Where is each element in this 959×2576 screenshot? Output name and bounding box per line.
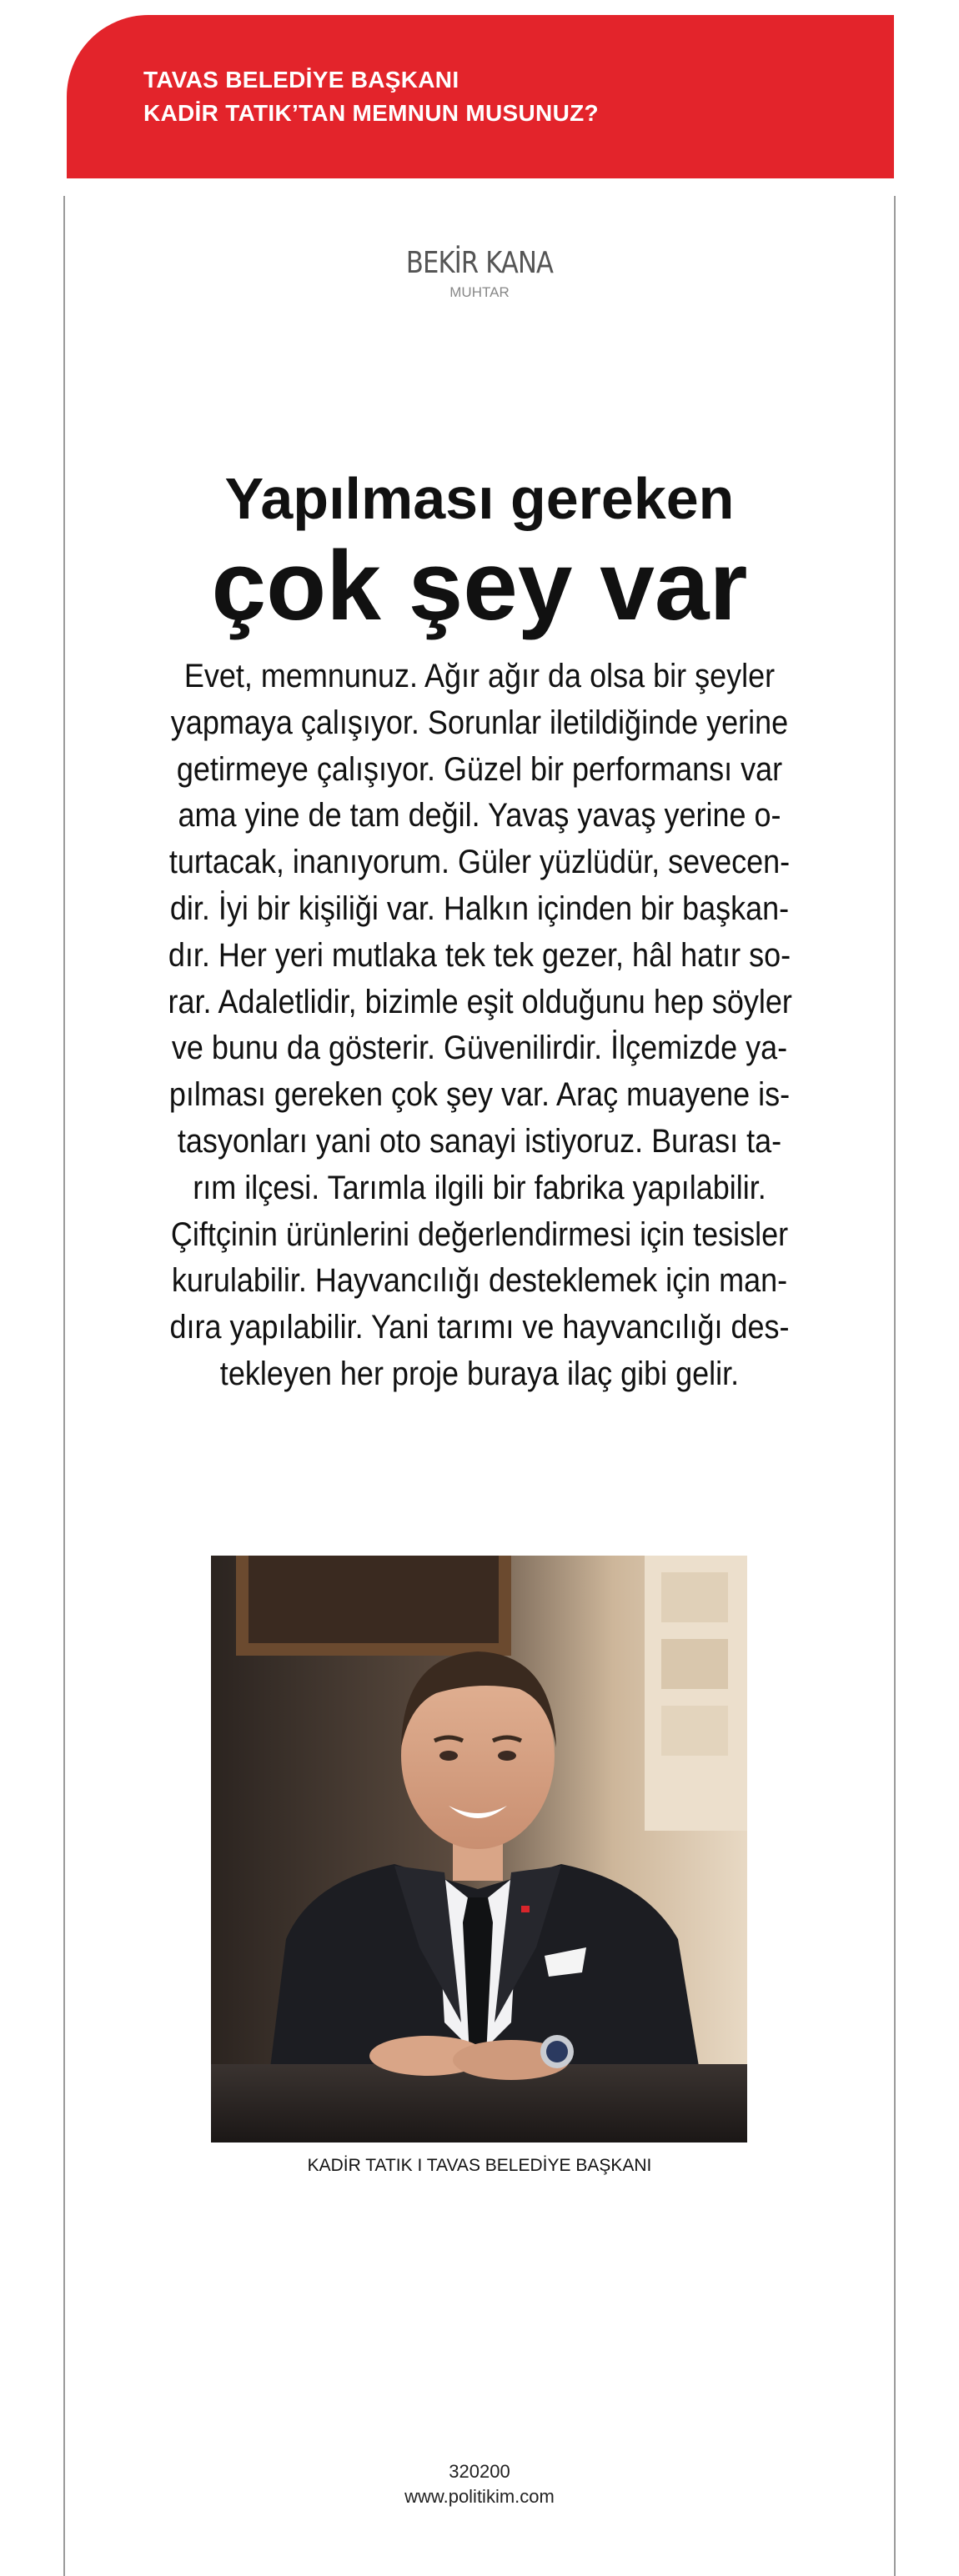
- body-line: rım ilçesi. Tarımla ilgili bir fabrika yapılabilir.: [193, 1169, 766, 1206]
- banner-title-line-2: KADİR TATIK’TAN MEMNUN MUSUNUZ?: [143, 100, 599, 126]
- body-line: dır. Her yeri mutlaka tek tek gezer, hâl hatır so-: [168, 936, 791, 974]
- banner-title-line-1: TAVAS BELEDİYE BAŞKANI: [143, 67, 459, 93]
- page-footer: [0, 2459, 959, 2509]
- body-line: dıra yapılabilir. Yani tarımı ve hayvancılığı des-: [169, 1309, 790, 1346]
- question-banner: [67, 15, 894, 178]
- body-line: tasyonları yani oto sanayi istiyoruz. Burası ta-: [177, 1122, 782, 1160]
- body-line: pılması gereken çok şey var. Araç muayene is-: [168, 1076, 791, 1114]
- body-line: tekleyen her proje buraya ilaç gibi gelir.: [219, 1355, 740, 1392]
- mayor-photo: [211, 1556, 747, 2142]
- body-line: turtacak, inanıyorum. Güler yüzlüdür, sevecen-: [168, 844, 791, 881]
- body-line: getirmeye çalışıyor. Güzel bir performansı var: [176, 750, 783, 788]
- footer-website[interactable]: www.politikim.com: [404, 2486, 555, 2507]
- body-line: yapmaya çalışıyor. Sorunlar iletildiğinde yerine: [170, 704, 789, 741]
- body-line: Evet, memnunuz. Ağır ağır da olsa bir şeyler: [183, 658, 776, 694]
- footer-code: 320200: [449, 2461, 510, 2482]
- body-line: Çiftçinin ürünlerini değerlendirmesi için tesisler: [170, 1215, 789, 1253]
- headline-line-2: çok şey var: [211, 531, 748, 641]
- body-line: ve bunu da gösterir. Güvenilirdir. İlçemizde ya-: [171, 1030, 788, 1067]
- author-block: [0, 243, 959, 302]
- article-body: [133, 654, 826, 1398]
- author-role: MUHTAR: [449, 284, 510, 300]
- body-line: rar. Adaletlidir, bizimle eşit olduğunu hep söyler: [168, 983, 792, 1020]
- author-name: BEKİR KANA: [405, 246, 554, 280]
- body-line: ama yine de tam değil. Yavaş yavaş yerine o-: [178, 797, 781, 834]
- body-line: kurulabilir. Hayvancılığı desteklemek için man-: [171, 1262, 788, 1300]
- photo-caption: KADİR TATIK I TAVAS BELEDİYE BAŞKANI: [307, 2156, 652, 2175]
- body-line: dir. İyi bir kişiliği var. Halkın içinden bir başkan-: [169, 890, 790, 927]
- headline-line-1: Yapılması gereken: [224, 466, 735, 531]
